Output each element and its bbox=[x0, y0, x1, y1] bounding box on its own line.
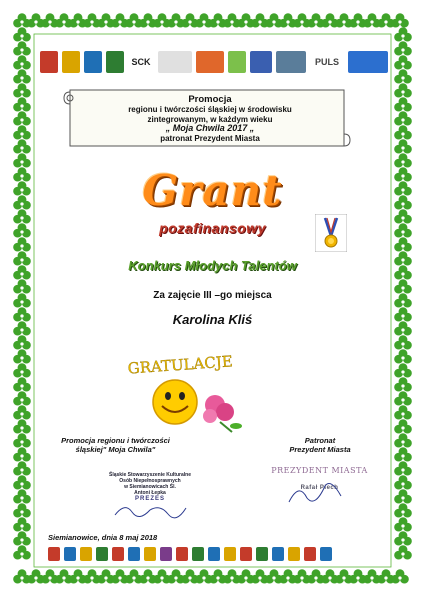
clover-leaf-icon bbox=[13, 69, 31, 83]
header-event: „ Moja Chwila 2017 „ bbox=[165, 123, 255, 133]
footer-left bbox=[48, 436, 183, 454]
clover-leaf-icon bbox=[394, 405, 412, 419]
crest-icon bbox=[80, 547, 92, 561]
clover-leaf-icon bbox=[394, 363, 412, 377]
issue-date: Siemianowice, dnia 8 maj 2018 bbox=[48, 533, 158, 542]
crest-icon bbox=[96, 547, 108, 561]
clover-leaf-icon bbox=[394, 139, 412, 153]
coat-of-arms-logo-2 bbox=[106, 51, 124, 73]
clover-leaf-icon bbox=[394, 503, 412, 517]
clover-leaf-icon bbox=[13, 461, 31, 475]
clover-leaf-icon bbox=[394, 545, 412, 559]
clover-leaf-icon bbox=[394, 27, 412, 41]
clover-leaf-icon bbox=[394, 433, 412, 447]
mayor-name: Rafał Piech bbox=[300, 485, 339, 491]
clover-leaf-icon bbox=[13, 405, 31, 419]
bottom-crests-row bbox=[48, 546, 378, 562]
footer-right-line-2: Prezydent Miasta bbox=[289, 445, 351, 454]
sck-logo: SCK bbox=[128, 51, 154, 73]
clover-leaf-icon bbox=[394, 335, 412, 349]
clover-leaf-icon bbox=[13, 237, 31, 251]
photo-logo bbox=[276, 51, 306, 73]
footer-left-line-2: śląskiej" Moja Chwila" bbox=[75, 445, 156, 454]
stamp-line-3: w Siemianowicach Śl. bbox=[124, 484, 176, 490]
clover-leaf-icon bbox=[13, 419, 31, 433]
clover-leaf-icon bbox=[13, 363, 31, 377]
clover-leaf-icon bbox=[394, 349, 412, 363]
clover-leaf-icon bbox=[13, 531, 31, 545]
clover-leaf-icon bbox=[394, 125, 412, 139]
clover-leaf-icon bbox=[13, 517, 31, 531]
crest-icon bbox=[160, 547, 172, 561]
congratulations-smiley-illustration bbox=[120, 350, 255, 435]
header-line-1: regionu i twórczości śląskiej w środowisku bbox=[128, 105, 292, 114]
crest-icon bbox=[64, 547, 76, 561]
clover-leaf-icon bbox=[13, 111, 31, 125]
centrum-kultury-logo bbox=[158, 51, 192, 73]
clover-leaf-icon bbox=[394, 55, 412, 69]
puls-logo: PULS bbox=[310, 51, 344, 73]
clover-leaf-icon bbox=[13, 125, 31, 139]
crest-icon bbox=[144, 547, 156, 561]
clover-leaf-icon bbox=[394, 419, 412, 433]
clover-leaf-icon bbox=[13, 349, 31, 363]
clover-leaf-icon bbox=[13, 139, 31, 153]
clover-leaf-icon bbox=[394, 377, 412, 391]
signature-left bbox=[110, 500, 190, 520]
clover-leaf-icon bbox=[394, 517, 412, 531]
crest-icon bbox=[208, 547, 220, 561]
stamp-line-5: PREZES bbox=[134, 496, 165, 502]
crest-icon bbox=[176, 547, 188, 561]
footer-left-line-1: Promocja regionu i twórczości bbox=[61, 436, 170, 445]
clover-leaf-icon bbox=[394, 447, 412, 461]
crest-icon bbox=[128, 547, 140, 561]
placement-text: Za zajęcie III –go miejsca bbox=[153, 290, 272, 301]
crest-icon bbox=[224, 547, 236, 561]
clover-leaf-icon bbox=[13, 41, 31, 55]
footer-right bbox=[260, 436, 380, 454]
clover-leaf-icon bbox=[391, 13, 409, 27]
clover-leaf-icon bbox=[13, 391, 31, 405]
clover-leaf-icon bbox=[394, 489, 412, 503]
header-patron: patronat Prezydent Miasta bbox=[160, 133, 260, 143]
clover-leaf-icon bbox=[13, 335, 31, 349]
clover-leaf-icon bbox=[394, 237, 412, 251]
clover-leaf-icon bbox=[394, 531, 412, 545]
clover-leaf-icon bbox=[13, 27, 31, 41]
blue-banner-logo bbox=[348, 51, 388, 73]
clover-leaf-icon bbox=[394, 83, 412, 97]
mayor-stamp-title: PREZYDENT MIASTA bbox=[271, 466, 368, 475]
crest-icon bbox=[192, 547, 204, 561]
coat-of-arms-logo bbox=[40, 51, 58, 73]
grant-title: Grant bbox=[142, 166, 283, 215]
clover-leaf-icon bbox=[394, 461, 412, 475]
crest-icon bbox=[48, 547, 60, 561]
header-line-2: zintegrowanym, w każdym wieku bbox=[147, 114, 273, 124]
clover-leaf-icon bbox=[13, 433, 31, 447]
stamp-line-4: Antoni Łepka bbox=[134, 490, 166, 496]
clover-leaf-icon bbox=[394, 475, 412, 489]
header-text-block bbox=[80, 94, 340, 143]
clover-leaf-icon bbox=[394, 391, 412, 405]
crest-icon bbox=[304, 547, 316, 561]
medal-icon bbox=[315, 214, 347, 252]
clover-leaf-icon bbox=[394, 41, 412, 55]
clover-leaf-icon bbox=[13, 489, 31, 503]
clover-leaf-icon bbox=[394, 69, 412, 83]
footer-right-line-1: Patronat bbox=[304, 436, 336, 445]
eagle-emblem-logo bbox=[62, 51, 80, 73]
clover-leaf-icon bbox=[13, 377, 31, 391]
clover-leaf-icon bbox=[13, 545, 31, 559]
sponsor-logos-row bbox=[40, 48, 385, 76]
circle-logo bbox=[250, 51, 272, 73]
crest-icon bbox=[112, 547, 124, 561]
clover-leaf-icon bbox=[13, 55, 31, 69]
clover-leaf-icon bbox=[13, 475, 31, 489]
flower-logo bbox=[228, 51, 246, 73]
crest-icon bbox=[320, 547, 332, 561]
clover-leaf-icon bbox=[394, 111, 412, 125]
association-stamp bbox=[95, 472, 205, 502]
grant-subtitle: pozafinansowy bbox=[159, 220, 266, 236]
gratulacje-text: GRATULACJE bbox=[127, 352, 234, 378]
clover-leaf-icon bbox=[13, 97, 31, 111]
recipient-name: Karolina Kliś bbox=[172, 312, 253, 327]
crest-icon bbox=[272, 547, 284, 561]
crest-icon bbox=[288, 547, 300, 561]
stamp-line-2: Osób Niepełnosprawnych bbox=[119, 478, 181, 484]
clover-leaf-icon bbox=[13, 83, 31, 97]
signature-right bbox=[285, 478, 345, 508]
city-crest-logo bbox=[84, 51, 102, 73]
crest-icon bbox=[240, 547, 252, 561]
crest-icon bbox=[256, 547, 268, 561]
stamp-line-1: Śląskie Stowarzyszenie Kulturalne bbox=[109, 472, 191, 478]
szlak-zabytkow-logo bbox=[196, 51, 224, 73]
clover-leaf-icon bbox=[13, 447, 31, 461]
clover-leaf-icon bbox=[13, 503, 31, 517]
contest-title: Konkurs Młodych Talentów bbox=[128, 258, 297, 273]
header-title: Promocja bbox=[188, 94, 232, 105]
clover-leaf-icon bbox=[391, 569, 409, 583]
clover-leaf-icon bbox=[394, 97, 412, 111]
